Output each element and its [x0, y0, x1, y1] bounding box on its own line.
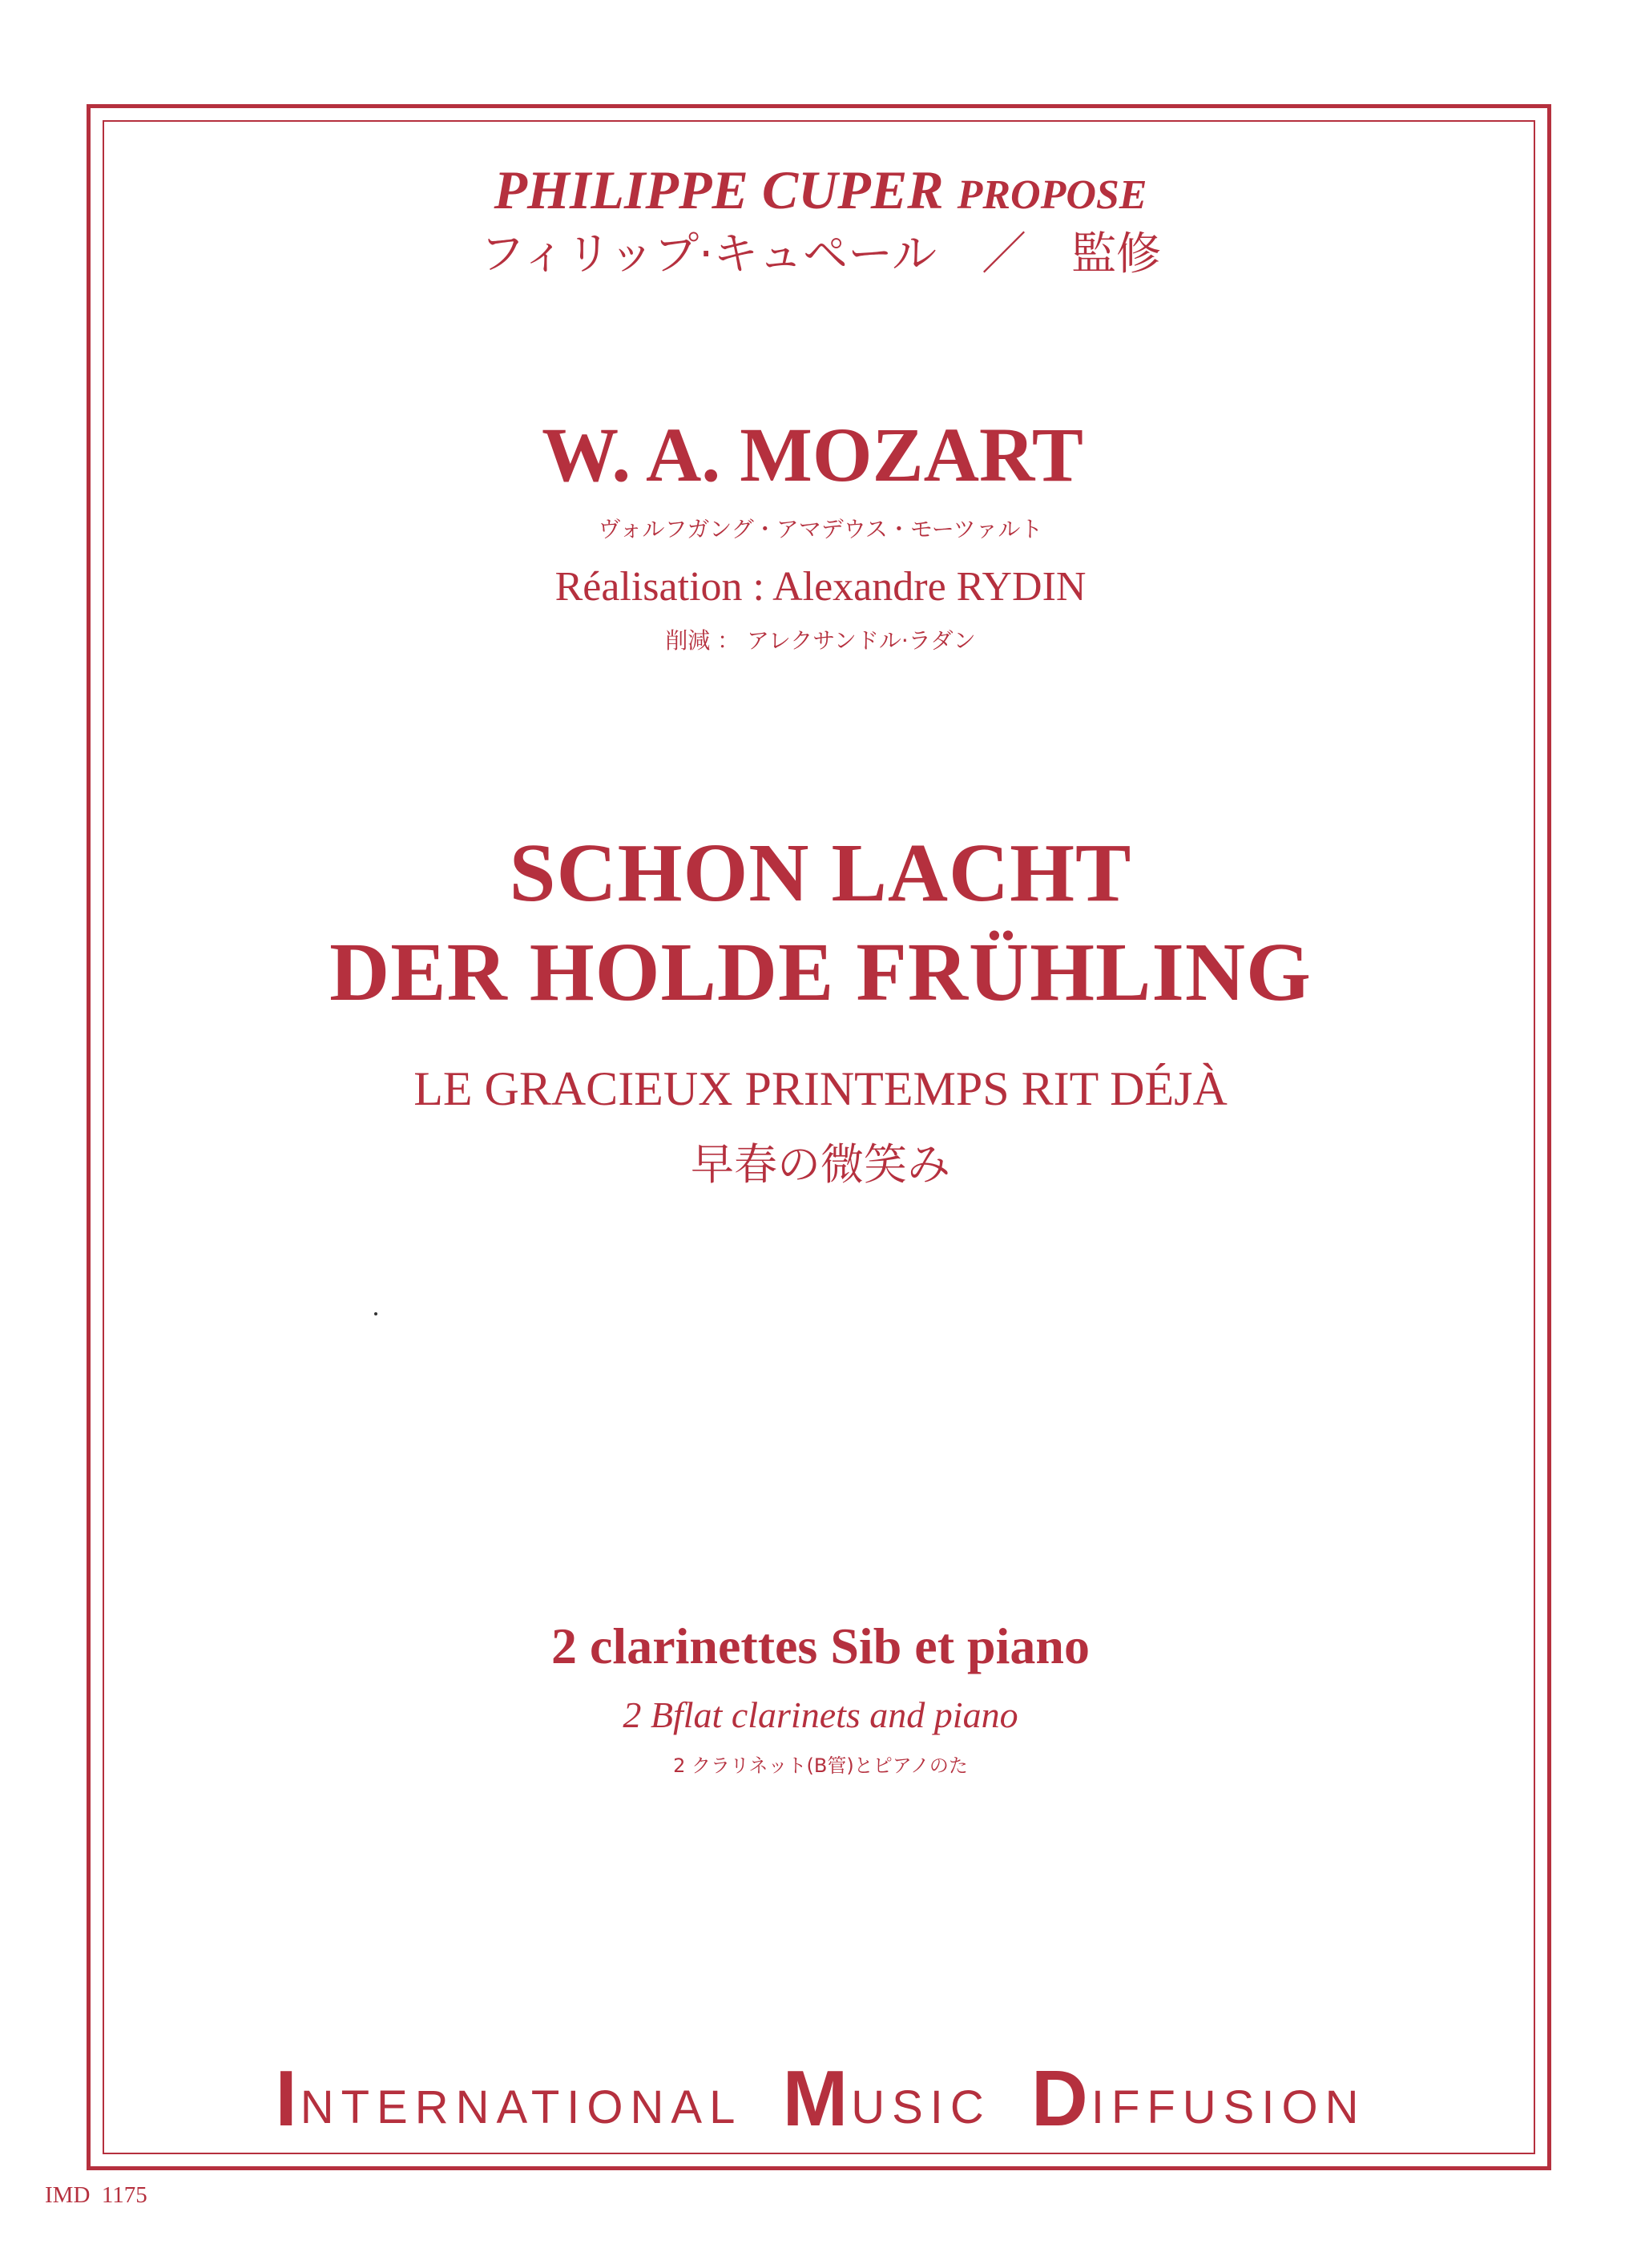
publisher-name — [0, 2054, 1641, 2142]
composer-japanese: ヴォルフガング・アマデウス・モーツァルト — [598, 516, 1043, 542]
publisher-initial-i: I — [275, 2054, 300, 2142]
publisher-word-diffusion: IFFUSION — [1091, 2081, 1366, 2133]
instrumentation-french: 2 clarinettes Sib et piano — [551, 1617, 1090, 1674]
title-line-1: SCHON LACHT — [509, 827, 1132, 919]
publisher-initial-m: M — [782, 2054, 852, 2142]
publisher-word-international: NTERNATIONAL — [300, 2081, 743, 2133]
proposer-japanese: フィリップ·キュペール ／ 監修 — [480, 228, 1161, 280]
title-line-2: DER HOLDE FRÜHLING — [329, 926, 1312, 1018]
print-speck — [374, 1312, 377, 1315]
title-japanese: 早春の微笑み — [691, 1139, 950, 1190]
arranger-credit: Réalisation : Alexandre RYDIN — [554, 564, 1087, 610]
publisher-word-music: USIC — [851, 2081, 991, 2133]
proposer-suffix: PROPOSE — [957, 172, 1147, 218]
arranger-japanese: 削減 ： アレクサンドル·ラダン — [665, 627, 976, 654]
title-french: LE GRACIEUX PRINTEMPS RIT DÉJÀ — [413, 1062, 1228, 1115]
instrumentation-japanese: 2 クラリネット(B管)とピアノのた — [673, 1754, 968, 1777]
instrumentation-english: 2 Bflat clarinets and piano — [623, 1694, 1018, 1735]
composer-name: W. A. MOZART — [542, 412, 1083, 498]
proposer-name: PHILIPPE CUPER — [494, 159, 944, 220]
publisher-initial-d: D — [1031, 2054, 1091, 2142]
proposer-heading — [0, 159, 1641, 220]
catalog-number: IMD 1175 — [45, 2182, 147, 2208]
